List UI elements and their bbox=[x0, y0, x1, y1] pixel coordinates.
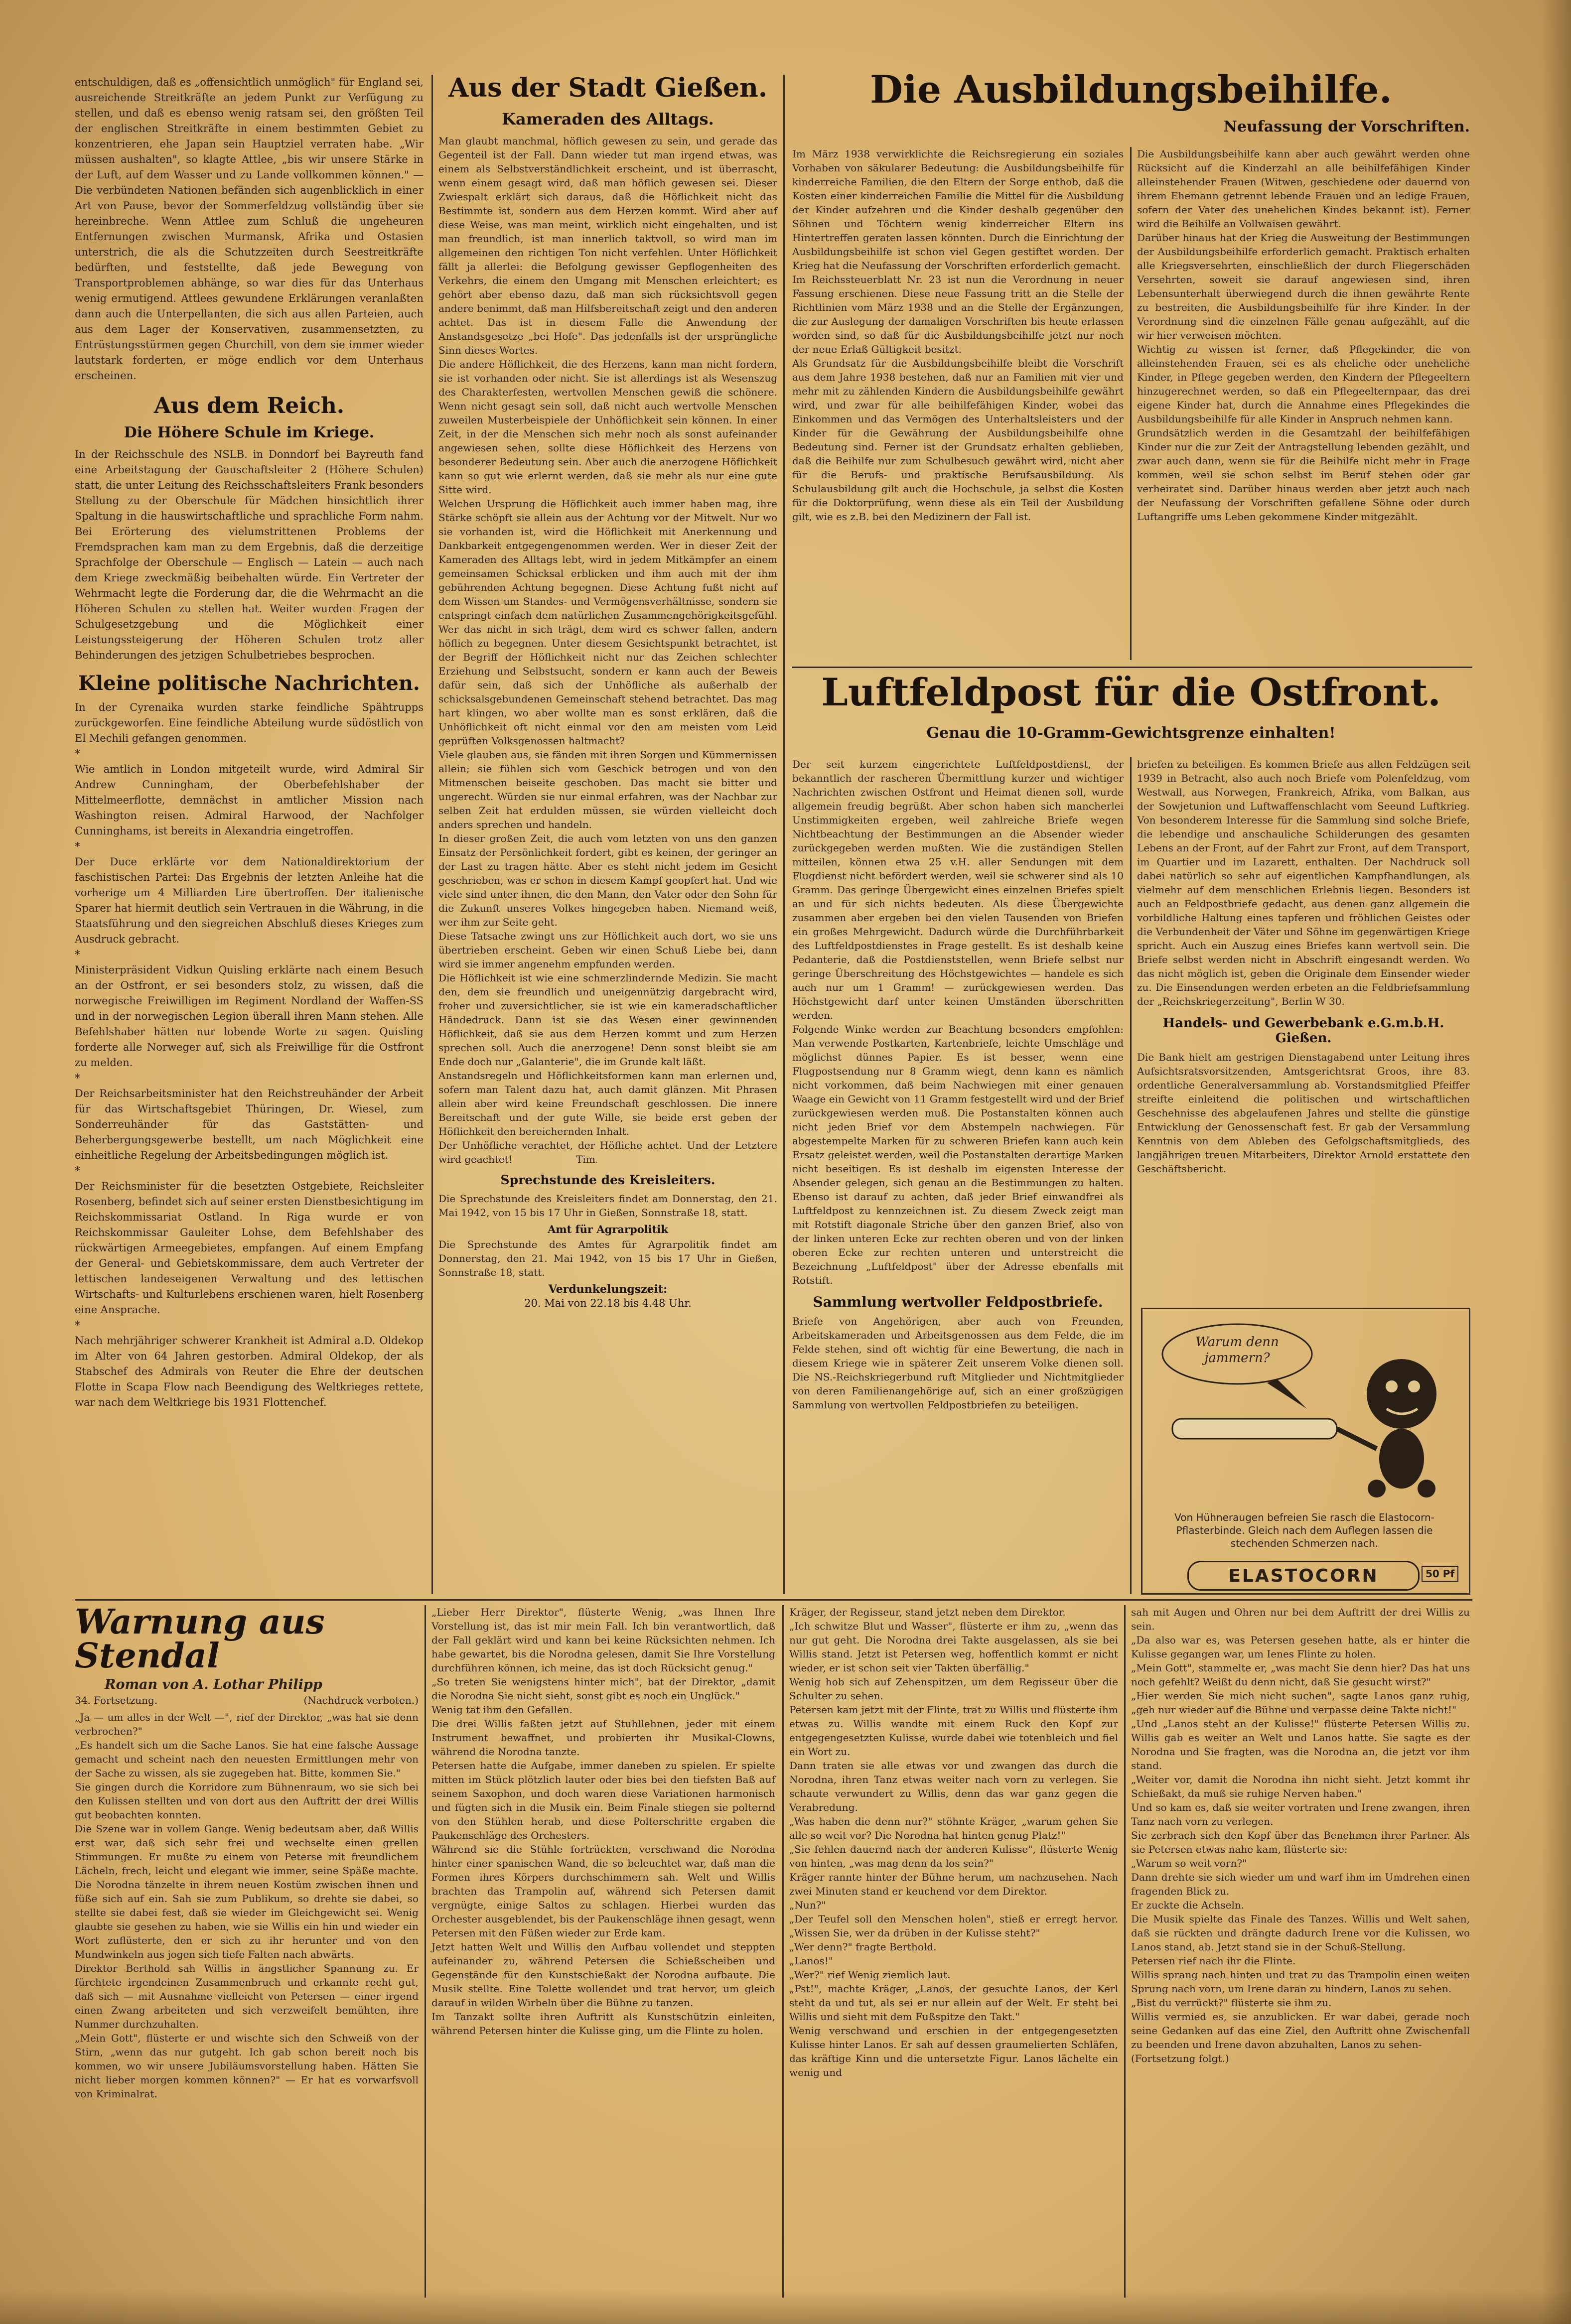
sammlung-text: Briefe von Angehörigen, aber auch von Freunden, Arbeitskameraden und Arbeitsgenossen aus dem Felde, die im Felde stehen, sind oft wichtig für eine Bewertung, die nach in diesem Kriege wie in späterer Zeit unserem Volke dienen soll. Die NS.-Reichskriegerbund ruft Mitglieder und Nichtmitglieder von deren Familienangehörige auf, sich an einer großzügigen Sammlung von wertvollen Feldpostbriefen zu beteiligen. bbox=[792, 1315, 1127, 1411]
figure-head bbox=[1367, 1359, 1436, 1429]
plaster-roll bbox=[1172, 1419, 1337, 1439]
feldpost-col-a: Der seit kurzem eingerichtete Luftfeldpostdienst, der bekanntlich der rascheren Übermittlung kurzer und wichtiger Nachrichten zwischen Ostfront und Heimat dienen soll, wurde allgemein freudig begrüßt. Aber schon haben sich mancherlei Unstimmigkeiten ergeben, weil zahlreiche Briefe wegen Nichtbeachtung der Bestimmungen an die Absender wieder zurückgegeben werden mußten. Wie die zuständigen Stellen mitteilen, können etwa 25 v.H. aller Sendungen mit dem Flugdienst nicht befördert werden, weil sie schwerer sind als 10 Gramm. Das geringe Übergewicht eines einzelnen Briefes spielt an und für sich nichts bedeuten. Als diese Übergewichte zusammen aber ergeben bei den vielen Tausenden von Briefen ein großes Mehrgewicht. Dadurch würde die Durchführbarkeit des Luftfeldpostdienstes in Frage gestellt. Es ist deshalb keine Pedanterie, daß die Postdienststellen, wenn Briefe selbst nur geringe Überschreitung des Höchstgewichtes — handele es sich auch nur um 1 Gramm! — zurückgewiesen werden. Das Höchstgewicht darf unter keinen Umständen überschritten werden. Folgende Winke werden zur Beachtung besonders empfohlen: Man verwende Postkarten, Kartenbriefe, leichte Umschläge und möglichst dünnes Papier. Es ist besser, wenn eine Flugpostsendung nur 8 Gramm wiegt, denn kann es nämlich nicht vorkommen, daß beim Nachwiegen mit einer genauen Waage ein Gewicht von 11 Gramm festgestellt wird und der Brief zurückgewiesen werden muß. Die Postanstalten können auch nicht jeden Brief vor dem Abstempeln nachwiegen. Für abgestempelte Marken für zu schweren Briefen kann auch kein Ersatz geleistet werden, weil die Postanstalten derartige Marken nicht beseitigen. Es ist deshalb im eigensten Interesse der Absender gelegen, sich genau an die Bestimmungen zu halten. Ebenso ist darauf zu achten, daß jeder Brief einwandfrei als Luftfeldpost zu kennzeichnen ist. Zu diesem Zweck zeigt man mit Rotstift diagonale Striche über den ganzen Brief, also von der linken unteren Ecke zur rechten oberen und von der linken oberen Ecke zur rechten unteren und unterstreicht die Bezeichnung „Luftfeldpost" über der Adresse ebenfalls mit Rotstift. Sammlung wertvoller Feldpostbriefe. Briefe von Angehörigen, aber auch von Freunden, Arbeitskameraden und Arbeitsgenossen aus dem Felde, die im Felde stehen, sind oft wichtig für eine Bewertung, die nach in diesem Kriege wie in späterer Zeit unserem Volke dienen soll. Die NS.-Reichskriegerbund ruft Mitglieder und Nichtmitglieder von deren Familienangehörige auf, sich an einer großzügigen Sammlung von wertvollen Feldpostbriefen zu beteiligen. bbox=[792, 758, 1127, 1411]
verdunkelung-text: 20. Mai von 22.18 bis 4.48 Uhr. bbox=[524, 1297, 692, 1309]
serial-col-c: Kräger, der Regisseur, stand jetzt neben dem Direktor. „Ich schwitze Blut und Wasser", flüsterte er ihm zu, „wenn das nur gut geht. Die Norodna drei Takte ausgelassen, als sie bei Willis stand. Jetzt ist Petersen weg, hoffentlich kommt er nicht wieder, er ist schon seit vier Takten überfällig." Wenig hob sich auf Zehenspitzen, um dem Regisseur über die Schulter zu sehen. Petersen kam jetzt mit der Flinte, trat zu Willis und flüsterte ihm etwas zu. Willis wandte mit einem Ruck den Kopf zur entgegengesetzten Kulisse, wurde dabei wie totenbleich und fiel ein Wort zu. Dann traten sie alle etwas vor und zwangen das durch die Norodna, ihren Tanz etwas weiter nach vorn zu verlegen. Sie schaute verwundert zu Willis, denn das war ganz gegen die Verabredung. „Was haben die denn nur?" stöhnte Kräger, „warum gehen Sie alle so weit vor? Die Norodna hat hinten genug Platz!" „Sie fehlen dauernd nach der anderen Kulisse", flüsterte Wenig von hinten, „was mag denn da los sein?" Kräger rannte hinter der Bühne herum, um nachzusehen. Nach zwei Minuten stand er keuchend vor dem Direktor. „Nun?" „Der Teufel soll den Menschen holen", stieß er erregt hervor. „Wissen Sie, wer da drüben in der Kulisse steht?" „Wer denn?" fragte Berthold. „Lanos!" „Wer?" rief Wenig ziemlich laut. „Pst!", machte Kräger, „Lanos, der gesuchte Lanos, der Kerl steht da und tut, als sei er nur allein auf der Welt. Er steht bei Willis und sieht mit dem Fußspitze den Takt." Wenig verschwand und erschien in der entgegengesetzten Kulisse hinter Lanos. Er sah auf dessen graumelierten Schläfen, das kräftige Kinn und die untersetzte Figur. Lanos lächelte ein wenig und bbox=[789, 1606, 1118, 2078]
schule-headline: Die Höhere Schule im Kriege. bbox=[124, 424, 375, 442]
agrar-text: Die Sprechstunde des Amtes für Agrarpolitik findet am Donnerstag, den 21. Mai 1942, von 15 bis 17 Uhr in Gießen, Sonnstraße 18, statt. bbox=[438, 1238, 781, 1279]
serial-text-a: „Ja — um alles in der Welt —", rief der Direktor, „was hat sie denn verbrochen?" „Es handelt sich um die Sache Lanos. Sie hat eine falsche Aussage gemacht und scheint nach den neuesten Ermittlungen mehr von der Sache zu wissen, als sie zugegeben hat. Bitte, kommen Sie." Sie gingen durch die Korridore zum Bühnenraum, wo sie sich bei den Kulissen stellten und von dort aus den Auftritt der drei Willis gut beobachten konnten. Die Szene war in vollem Gange. Wenig bedeutsam aber, daß Willis erst war, daß sich sehr frei und wechselte einen grellen Stimmungen. Er mußte zu einem von Peterse mit freundlichem Lächeln, frech, leicht und elegant wie immer, seine Späße machte. Die Norodna tänzelte in ihrem neuen Kostüm zwischen ihnen und füße sich auf ein. Sah sie zum Publikum, so drehte sie dabei, so stellte sie dabei fest, daß sie wieder im Gleichgewicht sei. Wenig glaubte sie gesehen zu haben, wie sie Willis ein hin und wieder ein Wort zuflüsterte, den er sich zu ihr herunter und von den Mundwinkeln aus jogen sich tiefe Falten nach abwärts. Direktor Berthold sah Willis in ängstlicher Spannung zu. Er fürchtete irgendeinen Zusammenbruch und erkannte recht gut, daß sich — mit Ausnahme vielleicht von Petersen — einer irgend einen Zwang arbeiteten und sich verzweifelt bemühten, ihre Nummer durchzuhalten. „Mein Gott", flüsterte er und wischte sich den Schweiß von der Stirn, „wenn das nur gutgeht. Ich gab schon bereit noch bis kommen, wo wir unsere Jubiläumsvorstellung haben. Hätten Sie nicht lieber morgen kommen können?" — Er hat es vorwarfsvoll von Kriminalrat. bbox=[75, 1711, 419, 2100]
ausbildung-col-b: Die Ausbildungsbeihilfe kann aber auch gewährt werden ohne Rücksicht auf die Kinderzahl an alle beihilfefähigen Kinder alleinstehender Frauen (Witwen, geschiedene oder dauernd von ihrem Ehemann getrennt lebende Frauen und an ledige Frauen, sofern der Vater des unehelichen Kindes bekannt ist). Ferner wird die Beihilfe an Vollwaisen gewährt. Darüber hinaus hat der Krieg die Ausweitung der Bestimmungen der Ausbildungsbeihilfe erforderlich gemacht. Praktisch erhalten alle Kriegsversehrten, einschließlich der durch Fliegerschäden Versehrten, soweit sie darauf angewiesen sind, ihren Lebensunterhalt überwiegend durch die ihnen gewährte Rente zu bestreiten, die Ausbildungsbeihilfe für ihre Kinder. In der Verordnung sind die einzelnen Fälle genau aufgezählt, auf die wir hier verweisen möchten. Wichtig zu wissen ist ferner, daß Pflegekinder, die von alleinstehenden Frauen, sei es als eheliche oder uneheliche Kinder, in Pflege gegeben werden, den Kindern der Pflegeeltern hinzugerechnet werden, so daß ein Pflegeelternpaar, das drei eigene Kinder hat, durch die Annahme eines Pflegekindes die Ausbildungsbeihilfe für alle Kinder in Anspruch nehmen kann. Grundsätzlich werden in die Gesamtzahl der beihilfefähigen Kinder nur die zur Zeit der Antragstellung lebenden gezählt, und zwar auch dann, wenn sie für die Beihilfe nicht mehr in Frage kommen, weil sie schon selbst im Beruf stehen oder gar verheiratet sind. Darüber hinaus werden aber jetzt auch nach der Neufassung der Vorschriften gefallene Söhne oder durch Luftangriffe ums Leben gekommene Kinder mitgezählt. bbox=[1137, 148, 1470, 523]
bank-text: Die Bank hielt am gestrigen Dienstagabend unter Leitung ihres Aufsichtsratsvorsitzenden, Amtsgerichtsrat Groos, ihre 83. ordentliche Generalversammlung ab. Vorstandsmitglied Pfeiffer streifte einleitend die politischen und wirtschaftlichen Geschehnisse des abgelaufenen Jahres und stellte die günstige Entwicklung der Genossenschaft fest. Er gab der Versammlung Kenntnis von dem Ableben des Gefolgschaftsmitglieds, des langjährigen treuen Mitarbeiters, Direktor Arnold erstattete den Geschäftsbericht. bbox=[1137, 1051, 1473, 1175]
column-rule bbox=[1130, 757, 1132, 1594]
column-rule bbox=[425, 1605, 426, 2298]
feldpost-headline: Luftfeldpost für die Ostfront. bbox=[821, 670, 1441, 714]
section-rule bbox=[75, 1599, 1472, 1601]
ausbildung-headline: Die Ausbildungsbeihilfe. bbox=[870, 67, 1392, 112]
column-2 bbox=[438, 73, 781, 1599]
column-rule bbox=[1124, 1605, 1126, 2298]
intro-text: entschuldigen, daß es „offensichtlich unmöglich" für England sei, ausreichende Streitkräfte an jedem Punkt zur Verfügung zu stellen, und daß es ebenso wenig ratsam sei, den größten Teil der englischen Streitkräfte in einem bestimmten Gebiet zu konzentrieren, ehe Japan sein Hauptziel verraten habe. „Wir müssen aushalten", so klagte Attlee, „bis wir unsere Stärke in der Luft, auf dem Wasser und zu Lande vollkommen können." — Die verbündeten Nationen befänden sich augenblicklich in einer Art von Pause, bevor der Sommerfeldzug vollständig über sie hereinbreche. Wenn Attlee zum Schluß die ungeheuren Entfernungen zwischen Murmansk, Afrika und Ostasien unterstrich, die als die Schutzzeiten durch Seestreitkräfte bedürften, und feststellte, daß jede Bewegung von Transportproblemen abhänge, so war dies für das Unterhaus wenig ermutigend. Attlees gewundene Erklärungen veranlaßten dann auch die Unterpellanten, die sich aus allen Parteien, auch aus dem Lager der Konservativen, zusammensetzten, zu Entrüstungsstürmen gegen Churchill, von dem sie immer wieder lautstark forderten, er möge endlich vor dem Unterhaus erscheinen. bbox=[75, 76, 427, 382]
column-rule bbox=[783, 75, 785, 1594]
kreisleiter-headline: Sprechstunde des Kreisleiters. bbox=[500, 1173, 715, 1188]
serial-col-b: „Lieber Herr Direktor", flüsterte Wenig, „was Ihnen Ihre Vorstellung ist, das ist mir mein Fall. Ich bin verantwortlich, daß der Fall geklärt wird und kann bei keine Rücksichten nehmen. Ich habe gewartet, bis die Norodna gelesen, damit Sie Ihre Vorstellung durchführen können, ich meine, das ist doch Rücksicht genug." „So treten Sie wenigstens hinter mich", bat der Direktor, „damit die Norodna Sie nicht sieht, sonst gibt es noch ein Unglück." Wenig tat ihm den Gefallen. Die drei Willis faßten jetzt auf Stuhllehnen, jeder mit einem Instrument bewaffnet, und probierten ihr Musikal-Clowns, während die Norodna tanzte. Petersen hatte die Aufgabe, immer daneben zu spielen. Er spielte mitten im Stück plötzlich lauter oder bies bei den tiefsten Baß auf seinem Saxophon, und doch waren diese Variationen harmonisch und fügten sich in die Musik ein. Beim Finale stiegen sie polternd von den Stühlen herab, und diese Polterschritte ergaben die Paukenschläge des Orchesters. Während sie die Stühle fortrückten, verschwand die Norodna hinter einer spanischen Wand, die so beleuchtet war, daß man die Formen ihres Körpers durchschimmern sah. Welt und Willis brachten das Trampolin auf, während sich Petersen damit vergnügte, einige Saltos zu schlagen. Hierbei wurden das Orchester ausgeblendet, bis der Paukenschläge ihnen gesagt, wenn Petersen mit den Füßen wieder zur Erde kam. Jetzt hatten Welt und Willis den Aufbau vollendet und steppten aufeinander zu, während Petersen die Schießscheiben und Gegenstände für den Kunstschießakt der Norodna aufbaute. Die Musik stellte. Eine Tolette wollendet und trat hervor, um gleich darauf in wilden Wirbeln über die Bühne zu tanzen. Im Tanzakt sollte ihren Auftritt als Kunstschützin einleiten, während Petersen hinter die Kulisse ging, um die Flinte zu holen. bbox=[431, 1606, 775, 2037]
ausbildung-col-a: Im März 1938 verwirklichte die Reichsregierung ein soziales Vorhaben von säkularer Bedeutung: die Ausbildungsbeihilfe für kinderreiche Familien, die den Eltern der Sorge enthob, daß die Kosten einer kinderreichen Familie die Mittel für die Ausbildung der Kinder aufzehren und die Kinder deshalb gegenüber den Söhnen und Töchtern wenig kinderreicher Eltern ins Hintertreffen geraten lassen könnten. Durch die Einrichtung der Ausbildungsbeihilfe ist schon viel Gegen gestiftet worden. Der Krieg hat die Neufassung der Vorschriften erforderlich gemacht. Im Reichssteuerblatt Nr. 23 ist nun die Verordnung in neuer Fassung erschienen. Diese neue Fassung tritt an die Stelle der Richtlinien vom März 1938 und an die Stelle der Ergänzungen, die zur Auslegung der damaligen Vorschriften bis heute erlassen worden sind, so daß für die Ausbildungsbeihilfe jetzt nur noch der neue Erlaß Gültigkeit besitzt. Als Grundsatz für die Ausbildungsbeihilfe bleibt die Vorschrift aus dem Jahre 1938 bestehen, daß nur an Familien mit vier und mehr mit zu zählenden Kindern die Ausbildungsbeihilfe gewährt wird, und zwar für alle beihilfefähigen Kinder, wobei das Einkommen und das Vermögen des Unterhaltsleisters und der Kinder für die Gewährung der Ausbildungsbeihilfe ohne Bedeutung sind. Ferner ist der Grundsatz erhalten geblieben, daß die Beihilfe nur zum Schulbesuch gewährt wird, nicht aber für die Berufs- und praktische Berufsausbildung. Als Schulausbildung gilt auch die Hochschule, ja selbst die Kosten für die Doktorprüfung, wenn diese als ein Teil der Ausbildung gilt, wie es z.B. bei den Medizinern der Fall ist. bbox=[792, 148, 1124, 523]
column-rule bbox=[782, 1605, 784, 2298]
serial-col-a bbox=[75, 1602, 419, 2303]
ad-text: Von Hühneraugen befreien Sie rasch die Elastocorn-Pflasterbinde. Gleich nach dem Auflegen lassen die stechenden Schmerzen nach. bbox=[1174, 1511, 1434, 1549]
kreisleiter-text: Die Sprechstunde des Kreisleiters findet am Donnerstag, den 21. Mai 1942, von 15 bis 17 Uhr in Gießen, Sonnstraße 18, statt. bbox=[438, 1193, 781, 1219]
schule-text: In der Reichsschule des NSLB. in Donndorf bei Bayreuth fand eine Arbeitstagung der Gauschaftsleiter 2 (Höhere Schulen) statt, die unter Leitung des Reichsschaftsleiters Frank besonders Stellung zu der Oberschule für Mädchen hinsichtlich ihrer Spaltung in die hauswirtschaftliche und sprachliche Form nahm. Bei Erörterung des vielumstrittenen Problems der Fremdsprachen kam man zu dem Ergebnis, daß die derzeitige Sprachfolge der Oberschule — Englisch — Latein — auch nach dem Kriege zweckmäßig beibehalten würde. Ein Vertreter der Wehrmacht legte die Forderung dar, die die Wehrmacht an die Höheren Schulen zu stellen hat. Weiter wurden Fragen der Schulgesetzgebung und die Möglichkeit einer Leistungssteigerung der Höheren Schulen trotz aller Behinderungen des jetzigen Schulbetriebes besprochen. bbox=[75, 448, 427, 661]
reich-headline: Aus dem Reich. bbox=[153, 393, 345, 418]
serial-title: Warnung aus Stendal bbox=[75, 1602, 325, 1676]
feldpost-col-b: briefen zu beteiligen. Es kommen Briefe aus allen Feldzügen seit 1939 in Betracht, also auch noch Briefe vom Polenfeldzug, vom Westwall, aus Norwegen, Frankreich, Afrika, vom Balkan, aus der Sowjetunion und Luftwaffenschlacht vom Seeund Luftkrieg. Von besonderem Interesse für die Sammlung sind solche Briefe, die lebendige und anschauliche Schilderungen des gesamten Lebens an der Front, auf der Fahrt zur Front, auf dem Transport, im Quartier und im Lazarett, enthalten. Der Nachdruck soll dabei natürlich so sehr auf eigentlichen Kampfhandlungen, als vielmehr auf dem menschlichen Erlebnis liegen. Besonders ist auch an Feldpostbriefe gedacht, aus denen ganz allgemein die vorbildliche Haltung eines tapferen und fröhlichen Geistes oder die Verbundenheit der Väter und Söhne im gegenwärtigen Kriege spricht. Auch ein Auszug eines Briefes kann wertvoll sein. Die Briefe selbst werden nicht in Abschrift eingesandt werden. Wo das nicht möglich ist, geben die Originale dem Einsender wieder zu. Die Einsendungen werden erbeten an die Feldbriefsammlung der „Reichskriegerzeitung", Berlin W 30. Handels- und Gewerbebank e.G.m.b.H. Gießen. Die Bank hielt am gestrigen Dienstagabend unter Leitung ihres Aufsichtsratsvorsitzenden, Amtsgerichtsrat Groos, ihre 83. ordentliche Generalversammlung ab. Vorstandsmitglied Pfeiffer streifte einleitend die politischen und wirtschaftlichen Geschehnisse des abgelaufenen Jahres und stellte die günstige Entwicklung der Genossenschaft fest. Er gab der Versammlung Kenntnis von dem Ableben des Gefolgschaftsmitglieds, des langjährigen treuen Mitarbeiters, Direktor Arnold erstattete den Geschäftsbericht. bbox=[1137, 758, 1473, 1175]
sammlung-headline: Sammlung wertvoller Feldpostbriefe. bbox=[813, 1294, 1103, 1310]
alltag-text: Man glaubt manchmal, höflich gewesen zu sein, und gerade das Gegenteil ist der Fall. Dann wieder tut man irgend etwas, was einem als Selbstverständlichkeit erscheint, und ist überrascht, wenn einem gesagt wird, daß man höflich gewesen sei. Dieser Zwiespalt erklärt sich daraus, daß die Höflichkeit nicht das Bestimmte ist, sondern aus dem Herzen kommt. Wird aber auf diese Weise, was man meint, wirklich nicht eingehalten, und ist man freundlich, ist man innerlich taktvoll, so wird man im allgemeinen den richtigen Ton nicht verfehlen. Unter Höflichkeit fällt ja allerlei: die Befolgung gewisser Gepflogenheiten des Verkehrs, die einem den Umgang mit Menschen erleichtert; es gehört aber ebenso dazu, daß man sich rücksichtsvoll gegen andere benimmt, daß man Hilfsbereitschaft zeigt und den anderen achtet. Das ist in diesem Falle die Anwendung der Anstandsgesetze „bei Hofe". Das jedenfalls ist der ursprüngliche Sinn dieses Wortes. Die andere Höflichkeit, die des Herzens, kann man nicht fordern, sie ist vorhanden oder nicht. Sie ist allerdings ist als Wesenszug des Charakterfesten, wertvollen Menschen gewiß die schönere. Wenn nicht gesagt sein soll, daß nicht auch wertvolle Menschen zuweilen Musterbeispiele der Unhöflichkeit sein können. In einer Zeit, in der die Menschen sich mehr noch als sonst aufeinander angewiesen sehen, sollte diese Höflichkeit des Herzens von besonderer Bedeutung sein. Aber auch die anerzogene Höflichkeit kann so gut wie erlernt werden, daß sie mehr als nur eine gute Sitte wird. Welchen Ursprung die Höflichkeit auch immer haben mag, ihre Stärke schöpft sie allein aus der Achtung vor der Mitwelt. Nur wo sie vorhanden ist, wird die Höflichkeit mit Anerkennung und Dankbarkeit entgegengenommen werden. Wer in dieser Zeit der Kameraden des Alltags lebt, wird in jedem Mitkämpfer an einem gemeinsamen Schicksal erblicken und ihm auch mit der ihm gebührenden Achtung begegnen. Diese Achtung fußt nicht auf dem Wissen um Standes- und Vermögensverhältnisse, sondern sie entspringt einfach dem natürlichen Zusammengehörigkeitsgefühl. Wer das nicht in sich trägt, dem wird es schwer fallen, andern höflich zu begegnen. Unter diesem Gesichtspunkt betrachtet, ist der Begriff der Höflichkeit nicht nur das Zeichen schlechter Erziehung und Selbstsucht, sondern er kann auch der Beweis dafür sein, daß sich der Unhöfliche als außerhalb der schicksalsgebundenen Gemeinschaft stehend betrachtet. Das mag hart klingen, wo aber wollte man es sonst erklären, daß die Unhöflichkeit oft nicht einmal vor den am meisten vom Leid geprüften Volksgenossen haltmacht? Viele glauben aus, sie fänden mit ihren Sorgen und Kümmernissen allein; sie fühlen sich vom Geschick betrogen und von den Mitmenschen beiseite geschoben. Das macht sie bitter und ungerecht. Würden sie nur einmal erfahren, was der Nachbar zur selben Zeit hat erdulden müssen, sie würden vielleicht doch anders sprechen und handeln. In dieser großen Zeit, die auch vom letzten von uns den ganzen Einsatz der Persönlichkeit fordert, gibt es keinen, der geringer an der Last zu tragen hätte. Aber es steht nicht jedem im Gesicht geschrieben, was er schon in diesem Kampf geopfert hat. Und wie viele sind unter ihnen, die den Mann, den Vater oder den Sohn für die Zukunft unseres Volkes hingegeben haben. Niemand weiß, wer ihm zur Seite geht. Diese Tatsache zwingt uns zur Höflichkeit auch dort, wo sie uns übertrieben erscheint. Geben wir einen Schuß Liebe bei, dann wird sie immer angenehm empfunden werden. Die Höflichkeit ist wie eine schmerzlindernde Medizin. Sie macht den, dem sie freundlich und uneigennützig dargebracht wird, froher und zuversichtlicher, sie ist wie ein kameradschaftlicher Händedruck. Dann ist sie das Wesen einer gewinnenden Höflichkeit, daß sie aus dem Herzen kommt und zum Herzen sprechen soll. Auch die anerzogene! Denn sonst bleibt sie am Ende doch nur „Galanterie", die im Grunde kalt läßt. Anstandsregeln und Höflichkeitsformen kann man erlernen und, sofern man Talent dazu hat, auch damit glänzen. Mit Phrasen allein aber wird keine Freundschaft geschlossen. Die innere Bereitschaft und der gute Wille, sie beide erst geben der Höflichkeit den bereichernden Inhalt. Der Unhöfliche verachtet, der Höfliche achtet. Und der Letztere wird geachtet! Tim. bbox=[438, 135, 777, 1166]
verdunkelung-headline: Verdunkelungszeit: bbox=[548, 1283, 668, 1296]
ad-brand: ELASTOCORN bbox=[1228, 1565, 1379, 1586]
ad-logo bbox=[1187, 1561, 1420, 1591]
serial-meta bbox=[75, 1694, 419, 1706]
column-rule bbox=[431, 75, 433, 1594]
ad-bubble-text: Warum denn jammern? bbox=[1195, 1335, 1279, 1366]
section-rule bbox=[792, 667, 1472, 668]
ausbildung-subheadline: Neufassung der Vorschriften. bbox=[1223, 118, 1470, 136]
kleine-text: In der Cyrenaika wurden starke feindliche Spähtrupps zurückgeworfen. Eine feindliche Abteilung wurde südöstlich von El Mechili gefangen genommen. * Wie amtlich in London mitgeteilt wurde, wird Admiral Sir Andrew Cunningham, der Oberbefehlshaber der Mittelmeerflotte, demnächst in amtlicher Mission nach Washington reisen. Admiral Harwood, der Nachfolger Cunninghams, ist bereits in Alexandria eingetroffen. * Der Duce erklärte vor dem Nationaldirektorium der faschistischen Partei: Das Ergebnis der letzten Anleihe hat die vorherige um 4 Milliarden Lire übertroffen. Der italienische Sparer hat hiermit deutlich sein Vertrauen in die Währung, in die Staatsführung und den siegreichen Abschluß dieses Krieges zum Ausdruck gebracht. * Ministerpräsident Vidkun Quisling erklärte nach einem Besuch an der Ostfront, er sei besonders stolz, zu wissen, daß die norwegische Freiwilligen im Regiment Nordland der Waffen-SS und in der norwegischen Legion überall ihren Mann stehen. Alle Befehlshaber hätten nur lobende Worte zu sagen. Quisling forderte alle Norweger auf, sich als Freiwillige für die Ostfront zu melden. * Der Reichsarbeitsminister hat den Reichstreuhänder der Arbeit für das Wirtschaftsgebiet Thüringen, Dr. Wiesel, zum Sonderreuhänder für das Gaststätten- und Beherbergungsgewerbe bestellt, um nach Möglichkeit eine einheitliche Regelung der Arbeitsbedingungen möglich ist. * Der Reichsminister für die besetzten Ostgebiete, Reichsleiter Rosenberg, befindet sich auf seiner ersten Dienstbesichtigung im Reichskommissariat Ostland. In Riga wurde er von Reichskommissar Gauleiter Lohse, dem Befehlshaber des rückwärtigen Armeegebietes, empfangen. Auf einem Empfang der General- und Gebietskommissare, dem auch Vertreter der lettischen landeseigenen Verwaltung und des lettischen Wirtschafts- und Kulturlebens erschienen waren, hielt Rosenberg eine Ansprache. * Nach mehrjähriger schwerer Krankheit ist Admiral a.D. Oldekop im Alter von 64 Jahren gestorben. Admiral Oldekop, der als Stabschef des Admirals von Reuter die Ehre der deutschen Flotte in Scapa Flow nach Beendigung des Weltkrieges rettete, war nach dem Weltkriege bis 1931 Flottenchef. bbox=[75, 701, 424, 1408]
feldpost-subheadline: Genau die 10-Gramm-Gewichtsgrenze einhalten! bbox=[926, 724, 1336, 742]
elastocorn-ad bbox=[1141, 1308, 1470, 1595]
stadt-headline: Aus der Stadt Gießen. bbox=[448, 73, 767, 103]
serial-fortsetzung: 34. Fortsetzung. bbox=[75, 1694, 158, 1706]
ad-price: 50 Pf bbox=[1422, 1566, 1458, 1582]
serial-byline: Roman von A. Lothar Philipp bbox=[105, 1677, 322, 1692]
alltag-headline: Kameraden des Alltags. bbox=[502, 109, 714, 129]
column-rule bbox=[1130, 147, 1132, 660]
serial-col-d: sah mit Augen und Ohren nur bei dem Auftritt der drei Willis zu sein. „Da also war es, was Petersen gesehen hatte, als er hinter die Kulisse gegangen war, um Ienes Flinte zu holen. „Mein Gott", stammelte er, „was macht Sie denn hier? Das hat uns noch gefehlt? Weißt du denn nicht, daß Sie gesucht wirst?" „Hier werden Sie mich nicht suchen", sagte Lanos ganz ruhig, „geh nur wieder auf die Bühne und verpasse deine Takte nicht!" „Und „Lanos steht an der Kulisse!" flüsterte Petersen Willis zu. Willis gab es weiter an Welt und Lanos hatte. Sie sagte es der Norodna und Sie fragten, was die Norodna an, die jetzt vor ihm stand. „Weiter vor, damit die Norodna ihn nicht sieht. Jetzt kommt ihr Schießakt, da muß sie ruhige Nerven haben." Und so kam es, daß sie weiter vortraten und Irene zwangen, ihren Tanz nach vorn zu verlegen. Sie zerbrach sich den Kopf über das Benehmen ihrer Partner. Als sie Petersen etwas nahe kam, flüsterte sie: „Warum so weit vorn?" Dann drehte sie sich wieder um und warf ihm im Umdrehen einen fragenden Blick zu. Er zuckte die Achseln. Die Musik spielte das Finale des Tanzes. Willis und Welt sahen, daß sie rückten und drängte dadurch Irene vor die Kulissen, wo Lanos stand, ab. Jetzt stand sie in der Schuß-Stellung. Petersen rief nach ihr die Flinte. Willis sprang nach hinten und trat zu das Trampolin einen weiten Sprung nach vorn, um Irene daran zu hindern, Lanos zu sehen. „Bist du verrückt?" flüsterte sie ihm zu. Willis vermied es, sie anzublicken. Er war dabei, gerade noch seine Gedanken auf das eine Ziel, den Auftritt ohne Zwischenfall zu beenden und Irene davon abzuhalten, Lanos zu sehen- (Fortsetzung folgt.) bbox=[1131, 1606, 1470, 2064]
serial-nachdruck: (Nachdruck verboten.) bbox=[303, 1694, 419, 1706]
bank-headline: Handels- und Gewerbebank e.G.m.b.H. Gießen. bbox=[1162, 1016, 1444, 1046]
kleine-headline: Kleine politische Nachrichten. bbox=[78, 671, 420, 695]
agrar-headline: Amt für Agrarpolitik bbox=[548, 1223, 668, 1236]
column-1 bbox=[75, 75, 427, 1599]
